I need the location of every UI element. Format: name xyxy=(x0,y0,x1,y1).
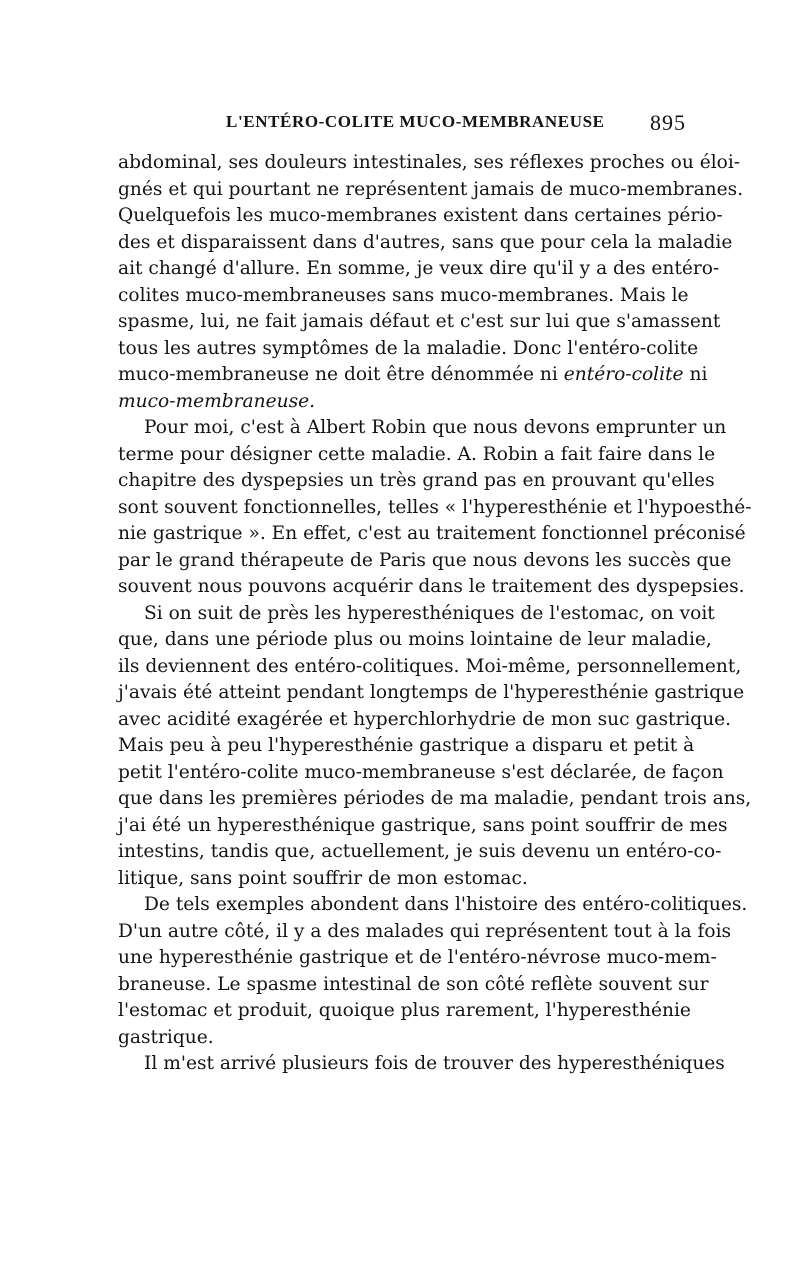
text-line: que, dans une période plus ou moins lointaine de leur maladie, xyxy=(118,629,712,650)
text-segment: muco-membraneuse ne doit être dénommée ni xyxy=(118,364,558,385)
text-line: colites muco-membraneuses sans muco-membranes. Mais le xyxy=(118,284,689,306)
text-line: par le grand thérapeute de Paris que nous devons les succès que xyxy=(118,549,732,571)
text-line: des et disparaissent dans d'autres, sans que pour cela la maladie xyxy=(118,231,733,253)
text-line: Il m'est arrivé plusieurs fois de trouver des hyperesthéniques xyxy=(144,1053,725,1074)
text-line: avec acidité exagérée et hyperchlorhydrie de mon suc gastrique. xyxy=(118,708,732,730)
text-line: abdominal, ses douleurs intestinales, ses réflexes proches ou éloi- xyxy=(118,152,741,173)
paragraph-3 xyxy=(118,601,752,893)
text-line: Quelquefois les muco-membranes existent dans certaines pério- xyxy=(118,205,723,226)
text-line: gnés et qui pourtant ne représentent jamais de muco-membranes. xyxy=(118,178,744,200)
text-line: j'avais été atteint pendant longtemps de l'hyperesthénie gastrique xyxy=(118,682,745,703)
paragraph-1 xyxy=(118,150,744,415)
text-line: tous les autres symptômes de la maladie. Donc l'entéro-colite xyxy=(118,337,699,359)
italic-term: muco-membraneuse. xyxy=(118,390,316,412)
text-line: intestins, tandis que, actuellement, je suis devenu un entéro-co- xyxy=(118,841,722,862)
paragraph-5 xyxy=(118,1051,725,1078)
text-line: Si on suit de près les hyperesthéniques de l'estomac, on voit xyxy=(144,602,715,624)
text-line: ait changé d'allure. En somme, je veux dire qu'il y a des entéro- xyxy=(118,258,720,279)
text-segment: ni xyxy=(689,364,708,385)
text-line: braneuse. Le spasme intestinal de son côté reflète souvent sur xyxy=(118,973,709,995)
text-line: De tels exemples abondent dans l'histoire des entéro-colitiques. xyxy=(144,894,748,915)
text-line: sont souvent fonctionnelles, telles « l'hyperesthénie et l'hypoesthé- xyxy=(118,496,752,518)
text-line: gastrique. xyxy=(118,1026,214,1048)
text-line: que dans les premières périodes de ma maladie, pendant trois ans, xyxy=(118,788,752,809)
text-line: souvent nous pouvons acquérir dans le traitement des dyspepsies. xyxy=(118,576,745,597)
italic-term: entéro-colite xyxy=(563,364,684,385)
text-line: spasme, lui, ne fait jamais défaut et c'est sur lui que s'amassent xyxy=(118,311,721,332)
text-line-with-italic xyxy=(118,362,708,389)
text-line: petit l'entéro-colite muco-membraneuse s'est déclarée, de façon xyxy=(118,761,724,783)
text-line: terme pour désigner cette maladie. A. Robin a fait faire dans le xyxy=(118,443,716,465)
body-text xyxy=(118,150,752,1078)
text-line: l'estomac et produit, quoique plus rarement, l'hyperesthénie xyxy=(118,1000,691,1021)
text-line-italic xyxy=(118,389,688,416)
paragraph-2 xyxy=(118,415,752,601)
text-line: litique, sans point souffrir de mon estomac. xyxy=(118,867,528,889)
text-line: chapitre des dyspepsies un très grand pas en prouvant qu'elles xyxy=(118,470,715,491)
paragraph-4 xyxy=(118,892,748,1051)
text-line: j'ai été un hyperesthénique gastrique, sans point souffrir de mes xyxy=(118,814,728,836)
text-line: Pour moi, c'est à Albert Robin que nous devons emprunter un xyxy=(144,417,727,438)
text-line: ils deviennent des entéro-colitiques. Moi-même, personnellement, xyxy=(118,655,742,677)
text-line: D'un autre côté, il y a des malades qui représentent tout à la fois xyxy=(118,920,732,942)
running-header xyxy=(118,112,686,142)
page-number: 895 xyxy=(650,110,686,135)
text-line: nie gastrique ». En effet, c'est au traitement fonctionnel préconisé xyxy=(118,523,746,544)
text-line: Mais peu à peu l'hyperesthénie gastrique a disparu et petit à xyxy=(118,735,695,756)
running-title: L'ENTÉRO-COLITE MUCO-MEMBRANEUSE xyxy=(226,112,605,131)
text-line: une hyperesthénie gastrique et de l'entéro-névrose muco-mem- xyxy=(118,947,717,968)
